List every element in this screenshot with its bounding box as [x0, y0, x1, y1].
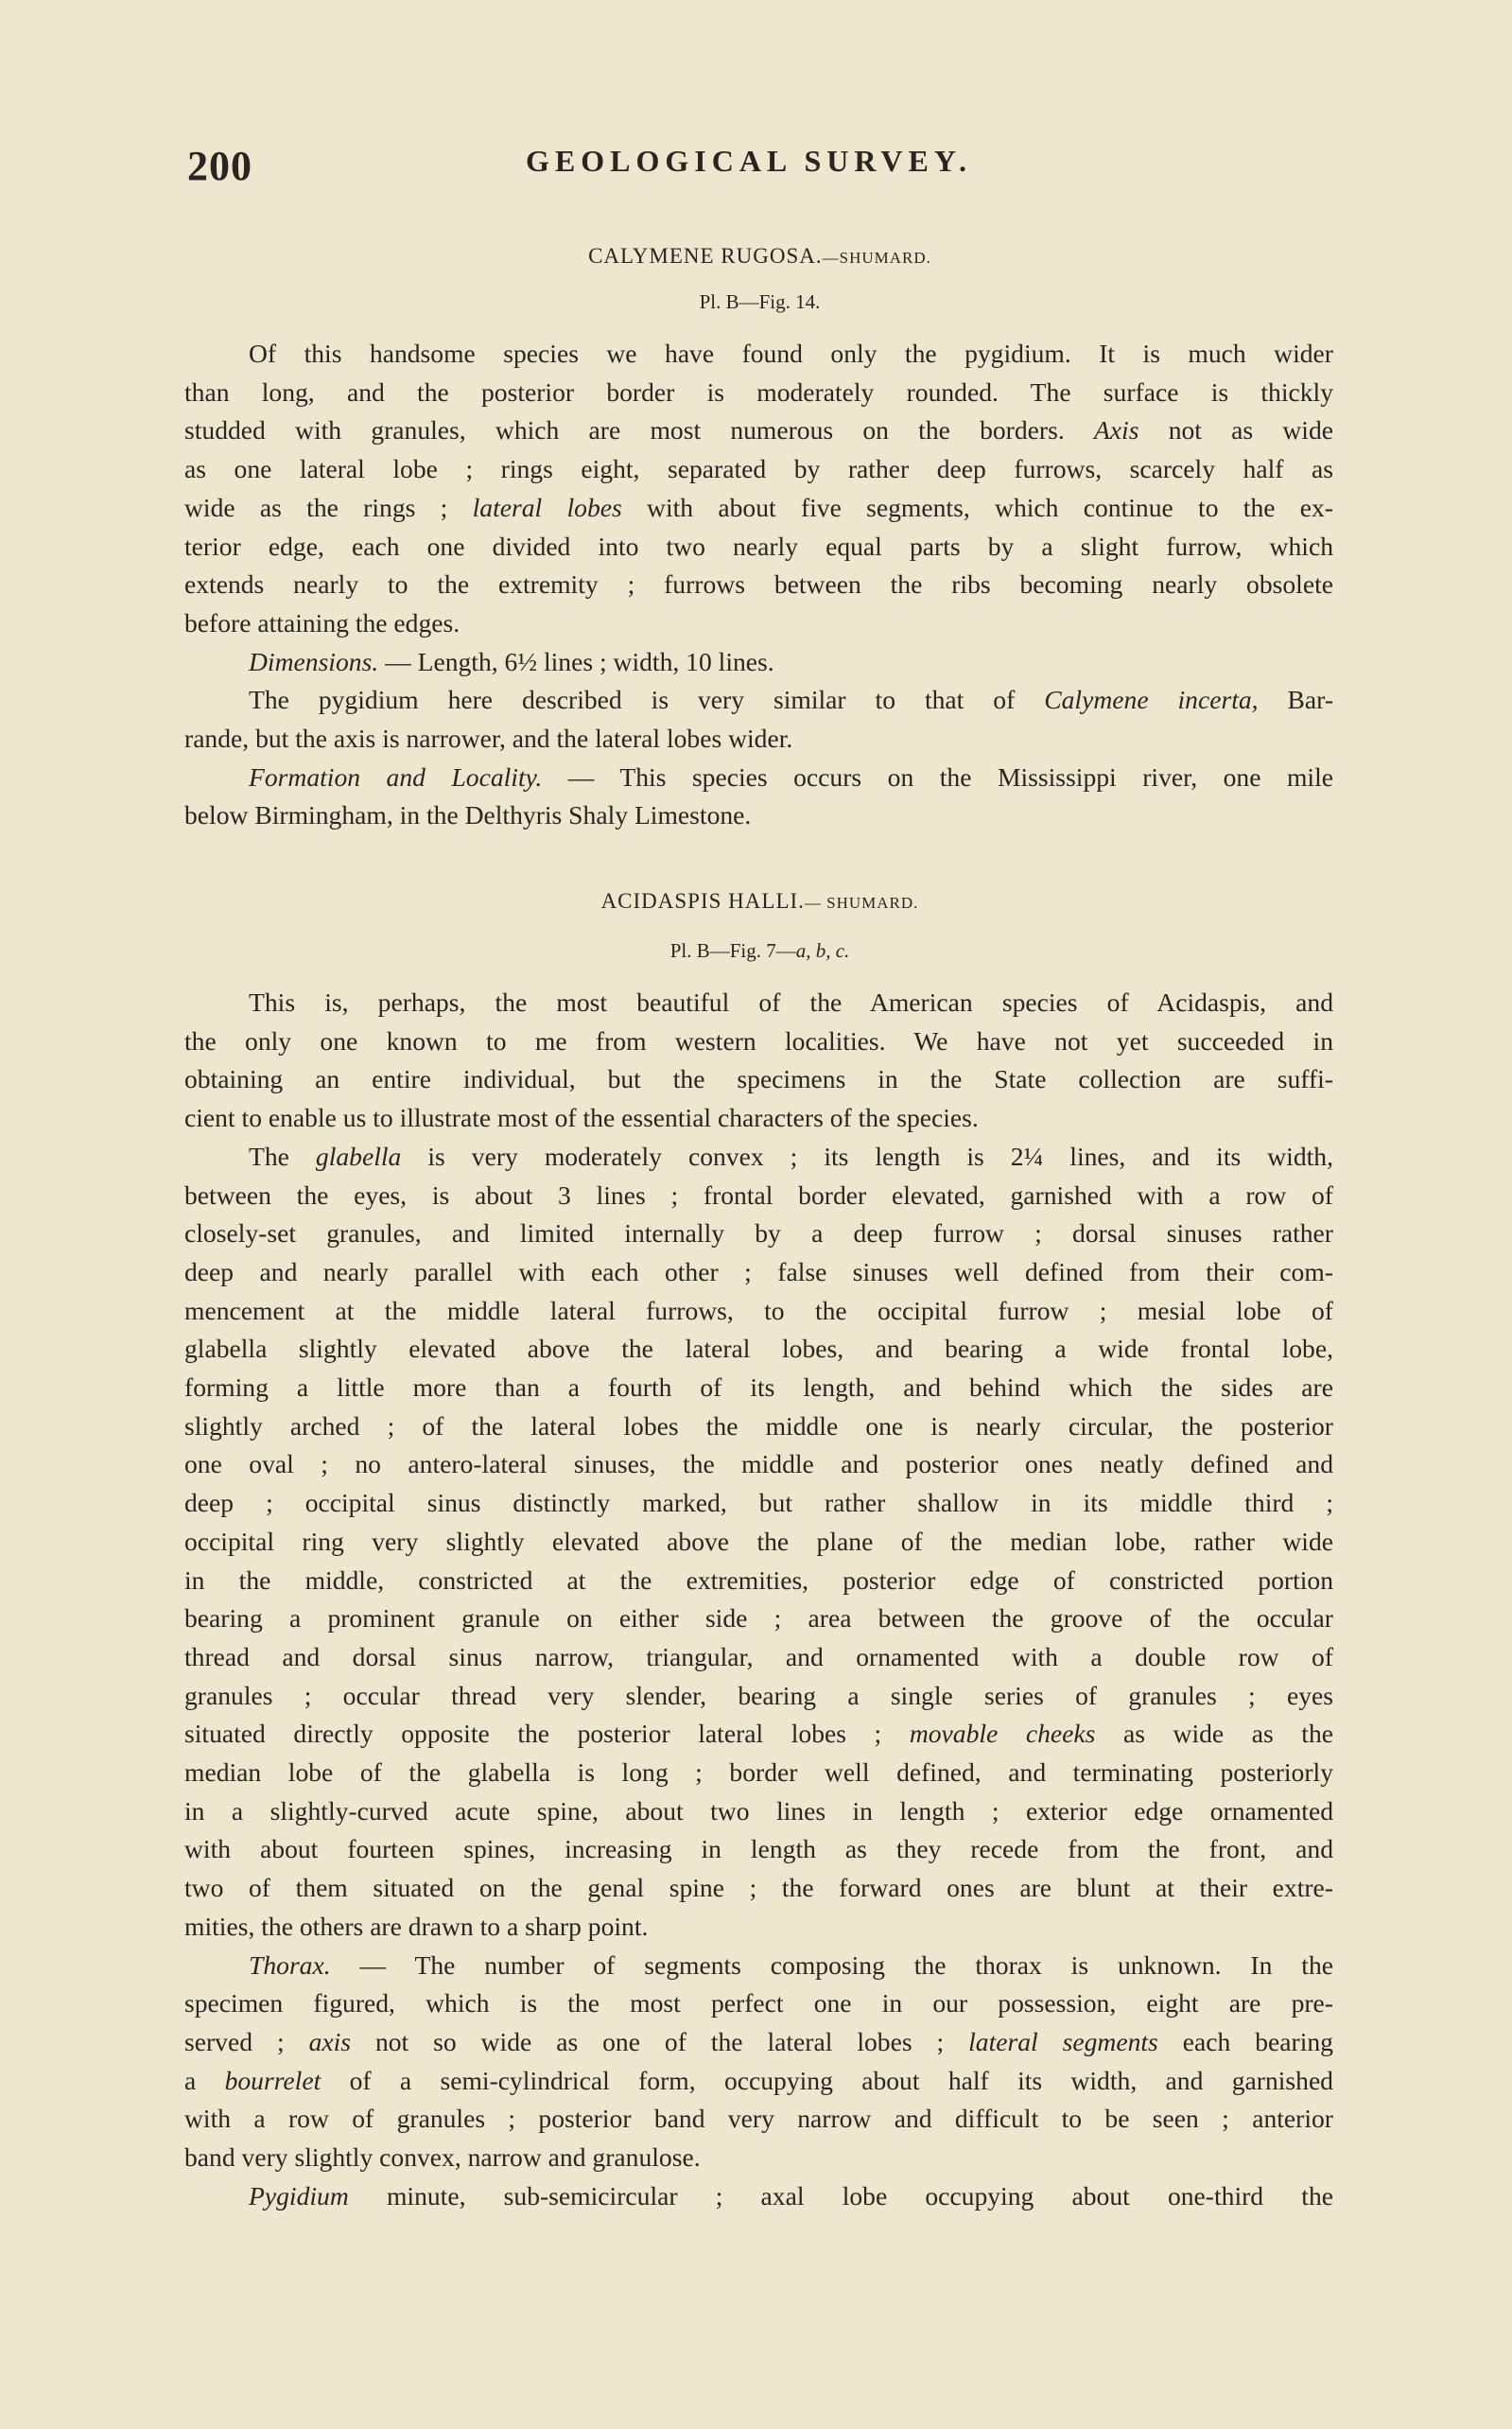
text-line: mities, the others are drawn to a sharp point. [184, 1911, 649, 1941]
text-line: glabella slightly elevated above the lateral lobes, and bearing a wide frontal lobe, [184, 1334, 1333, 1364]
text-line: Of this handsome species we have found only the pygidium. It is much wider [249, 339, 1333, 368]
glabella-term: glabella [315, 1141, 402, 1171]
cheeks-line: situated directly opposite the posterior lateral lobes ; movable cheeks as wide as the [184, 1719, 1333, 1749]
text-line: mencement at the middle lateral furrows, to the occipital furrow ; mesial lobe of [184, 1295, 1333, 1325]
thorax-label: Thorax. [249, 1949, 331, 1980]
text-line: studded with granules, which are most numerous on the borders. Axis not as wide [184, 415, 1333, 446]
text-line: forming a little more than a fourth of its length, and behind which the sides are [184, 1372, 1333, 1403]
text-line: served ; axis not so wide as one of the lateral lobes ; lateral segments each bearing [184, 2026, 1333, 2056]
text-line: in a slightly-curved acute spine, about two lines in length ; exterior edge ornamented [184, 1795, 1333, 1826]
axis-term: Axis [1093, 415, 1139, 446]
text-line: cient to enable us to illustrate most of the essential characters of the species. [184, 1103, 979, 1133]
text-line: rande, but the axis is narrower, and the lateral lobes wider. [184, 724, 793, 754]
species-title-acidaspis [185, 889, 1334, 914]
text-line: with a row of granules ; posterior band very narrow and difficult to be seen ; anterior [184, 2104, 1333, 2134]
text-line: than long, and the posterior border is moderately rounded. The surface is thickly [184, 376, 1333, 407]
text-line: occipital ring very slightly elevated above the plane of the median lobe, rather wide [184, 1526, 1333, 1556]
text-line: obtaining an entire individual, but the specimens in the State collection are suffi- [184, 1064, 1333, 1094]
species-title-calymene [185, 244, 1334, 269]
text-line: a bourrelet of a semi-cylindrical form, occupying about half its width, and garnished [184, 2065, 1333, 2095]
text-line: as one lateral lobe ; rings eight, separated by rather deep furrows, scarcely half as [184, 454, 1333, 484]
running-title: GEOLOGICAL SURVEY. [526, 144, 973, 178]
movable-cheeks-term: movable cheeks [909, 1719, 1096, 1749]
text-line: median lobe of the glabella is long ; border well defined, and terminating posteriorly [184, 1757, 1333, 1788]
text-line: thread and dorsal sinus narrow, triangular, and ornamented with a double row of [184, 1641, 1333, 1671]
text-line: below Birmingham, in the Delthyris Shaly Limestone. [184, 800, 752, 830]
bourrelet-term: bourrelet [224, 2065, 322, 2095]
text-line: This is, perhaps, the most beautiful of the American species of Acidaspis, and [249, 987, 1333, 1017]
pygidium-term: Pygidium [249, 2180, 349, 2211]
comparison-species: Calymene incerta, [1044, 685, 1259, 715]
text-line: deep and nearly parallel with each other ; false sinuses well defined from their com- [184, 1256, 1333, 1286]
text-line: in the middle, constricted at the extremities, posterior edge of constricted portion [184, 1564, 1333, 1595]
text-line: before attaining the edges. [184, 607, 461, 638]
formation-label: Formation and Locality. [249, 761, 543, 792]
text-line: with about fourteen spines, increasing in length as they recede from the front, and [184, 1834, 1333, 1864]
text-line: one oval ; no antero-lateral sinuses, the middle and posterior ones neatly defined and [184, 1449, 1333, 1479]
pygidium-line: Pygidium minute, sub-semicircular ; axal lobe occupying about one-third the [249, 2180, 1333, 2211]
dimensions-label: Dimensions. [249, 646, 379, 676]
text-line: between the eyes, is about 3 lines ; frontal border elevated, garnished with a row of [184, 1180, 1333, 1210]
axis-term: axis [308, 2026, 352, 2056]
text-line: closely-set granules, and limited internally by a deep furrow ; dorsal sinuses rather [184, 1218, 1333, 1249]
comparison-line: The pygidium here described is very similar to that of Calymene incerta, Bar- [249, 685, 1334, 715]
page-number: 200 [187, 143, 252, 189]
text-line: two of them situated on the genal spine ; the forward ones are blunt at their extre- [184, 1873, 1333, 1903]
calymene-description [184, 335, 1333, 835]
plate-reference: Pl. B—Fig. 7—a, b, c. [669, 939, 850, 962]
acidaspis-description [184, 984, 1333, 2216]
text-line: the only one known to me from western localities. We have not yet succeeded in [184, 1025, 1333, 1056]
species-name: CALYMENE RUGOSA. [588, 244, 823, 268]
text-line: extends nearly to the extremity ; furrows between the ribs becoming nearly obsolete [184, 569, 1333, 600]
text-line: band very slightly convex, narrow and granulose. [184, 2142, 701, 2173]
text-line: specimen figured, which is the most perfect one in our possession, eight are pre- [184, 1988, 1333, 2018]
glabella-line: The glabella is very moderately convex ; its length is 2¼ lines, and its width, [249, 1141, 1333, 1171]
thorax-line: Thorax. — The number of segments composing the thorax is unknown. In the [249, 1949, 1333, 1980]
text-line: deep ; occipital sinus distinctly marked, but rather shallow in its middle third ; [184, 1488, 1333, 1518]
text-line: bearing a prominent granule on either side ; area between the groove of the occular [184, 1603, 1333, 1634]
plate-reference: Pl. B—Fig. 14. [699, 290, 821, 313]
dimensions-line: Dimensions. — Length, 6½ lines ; width, 10 lines. [249, 646, 774, 676]
lateral-segments-term: lateral segments [968, 2026, 1158, 2056]
text-line: slightly arched ; of the lateral lobes the middle one is nearly circular, the posterior [184, 1410, 1333, 1441]
text-line: wide as the rings ; lateral lobes with about five segments, which continue to the ex- [184, 492, 1333, 522]
text-line: terior edge, each one divided into two nearly equal parts by a slight furrow, which [184, 531, 1333, 561]
species-name: ACIDASPIS HALLI. [600, 889, 805, 913]
species-author: —SHUMARD. [822, 249, 931, 267]
text-line: granules ; occular thread very slender, bearing a single series of granules ; eyes [184, 1680, 1333, 1710]
lateral-lobes-term: lateral lobes [472, 492, 622, 522]
species-author: — SHUMARD. [804, 894, 919, 912]
formation-line: Formation and Locality. — This species occurs on the Mississippi river, one mile [249, 761, 1333, 792]
